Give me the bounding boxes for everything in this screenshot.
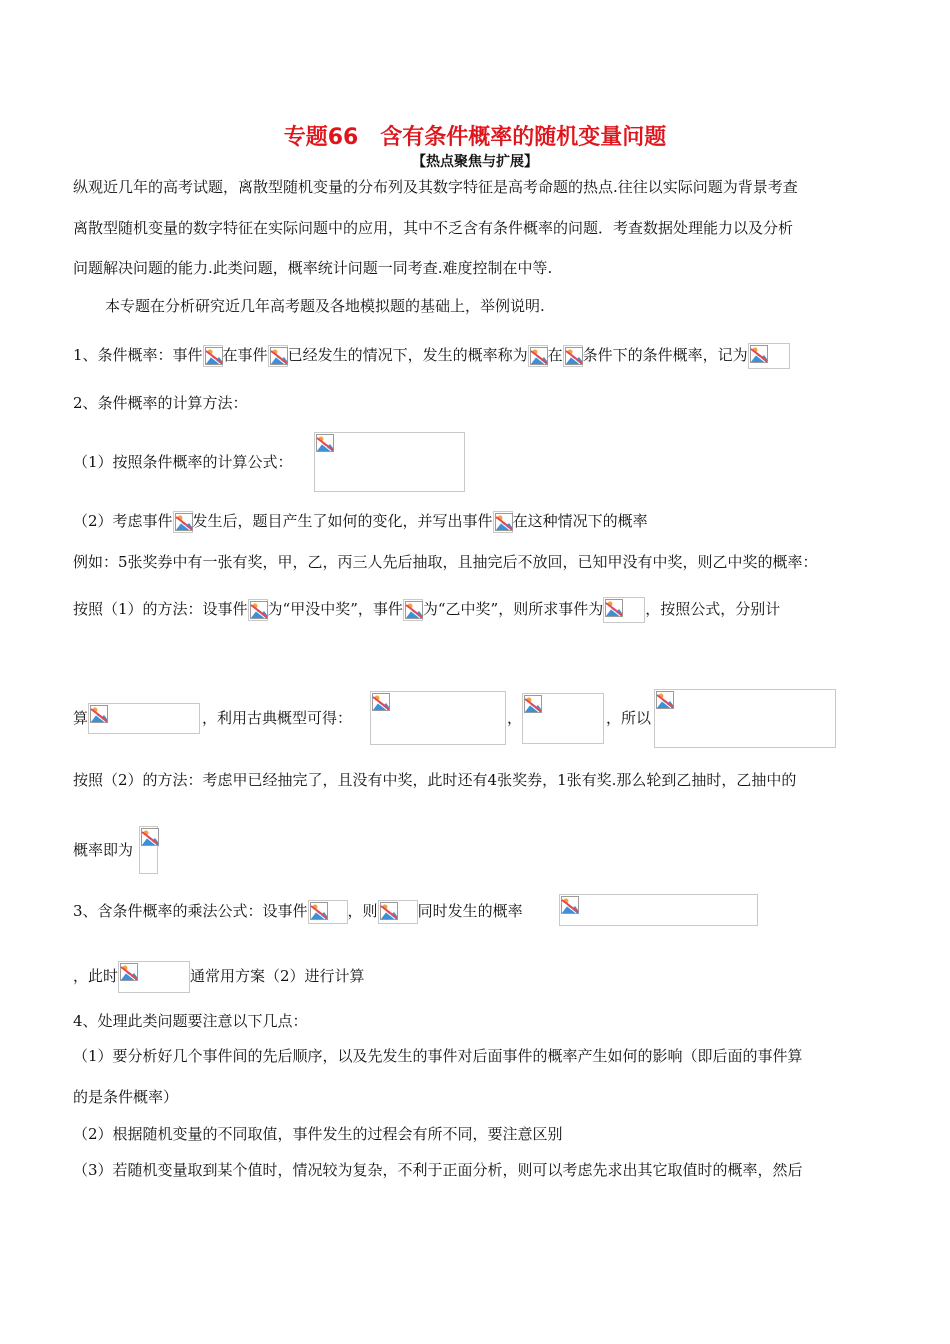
example-calc-so: ，所以 [606,709,652,727]
formula-image [403,599,423,621]
intro-line-2: 离散型随机变量的数字特征在实际问题中的应用，其中不乏含有条件概率的问题．考查数据处理能力以及分析 [73,219,794,237]
formula-image [118,961,190,993]
text: 通常用方案（2）进行计算 [190,967,365,985]
intro-line-4: 本专题在分析研究近几年高考题及各地模拟题的基础上，举例说明. [105,297,545,315]
text: 发生后，题目产生了如何的变化，并写出事件 [192,512,493,530]
intro-line-1: 纵观近几年的高考试题，离散型随机变量的分布列及其数字特征是高考命题的热点.往往以实际问题为背景考查 [73,178,798,196]
text: ，此时 [73,967,119,985]
method2-line [73,511,648,533]
example-line: 例如：5张奖券中有一张有奖，甲，乙，丙三人先后抽取，且抽完后不放回，已知甲没有中奖，则乙中奖的概率： [73,553,818,571]
example-method2-line: 按照（2）的方法：考虑甲已经抽完了，且没有中奖，此时还有4张奖券，1张有奖.那么轮到乙抽时，乙抽中的 [73,771,797,789]
formula-image [522,693,604,744]
broken-image-icon [175,513,193,531]
text: 在这种情况下的概率 [512,512,648,530]
text: 已经发生的情况下，发生的概率称为 [287,346,528,364]
section4-heading: 4、处理此类问题要注意以下几点： [73,1012,308,1030]
formula-image [248,599,268,621]
broken-image-icon [565,347,583,365]
section4-point-2: （2）根据随机变量的不同取值，事件发生的过程会有所不同，要注意区别 [73,1125,563,1143]
broken-image-icon [372,693,390,711]
formula-image [654,689,836,748]
text: （2）考虑事件 [73,512,173,530]
section4-point-1b: 的是条件概率） [73,1088,179,1106]
example-method1-line [73,597,780,623]
section3-line [73,900,523,924]
broken-image-icon [205,347,223,365]
section4-point-1a: （1）要分析好几个事件间的先后顺序，以及先发生的事件对后面事件的概率产生如何的影响（即后面的事件算 [73,1047,803,1065]
example-calc-start: 算 [73,709,89,727]
comma: ， [507,709,523,727]
broken-image-icon [316,434,334,452]
broken-image-icon [750,345,768,363]
page-title: 专题66 含有条件概率的随机变量问题 [283,125,667,150]
formula-image [173,511,193,533]
section3-line-2 [73,961,365,993]
broken-image-icon [310,902,328,920]
broken-image-icon [530,347,548,365]
text: 条件下的条件概率，记为 [582,346,748,364]
formula-image [528,345,548,367]
broken-image-icon [250,601,268,619]
section2-heading: 2、条件概率的计算方法： [73,394,248,412]
broken-image-icon [495,513,513,531]
method1-label: （1）按照条件概率的计算公式： [73,453,293,471]
broken-image-icon [561,896,579,914]
text: 为“乙中奖”，则所求事件为 [422,600,604,618]
text: 3、含条件概率的乘法公式：设事件 [73,902,308,920]
example-method2-result: 概率即为 [73,841,134,859]
formula-image [563,345,583,367]
text: 在事件 [222,346,268,364]
formula-image [603,597,645,623]
section1-line [73,343,790,369]
broken-image-icon [120,963,138,981]
formula-image [314,432,465,492]
broken-image-icon [405,601,423,619]
text: 按照（1）的方法：设事件 [73,600,248,618]
formula-image [268,345,288,367]
intro-line-3: 问题解决问题的能力.此类问题，概率统计问题一同考查.难度控制在中等. [73,259,553,277]
formula-image [748,343,790,369]
text: ，按照公式，分别计 [645,600,781,618]
text: 在 [547,346,563,364]
formula-image [88,703,200,734]
broken-image-icon [605,599,623,617]
formula-image [139,826,158,874]
broken-image-icon [90,705,108,723]
broken-image-icon [270,347,288,365]
formula-image [308,900,348,924]
formula-image [378,900,418,924]
text: ，则 [347,902,378,920]
broken-image-icon [656,691,674,709]
formula-image [559,894,758,926]
example-calc-text: ，利用古典概型可得： [202,709,353,727]
broken-image-icon [141,828,159,846]
section4-point-3: （3）若随机变量取到某个值时，情况较为复杂，不利于正面分析，则可以考虑先求出其它取值时的概率，然后 [73,1161,803,1179]
formula-image [370,691,506,745]
text: 为“甲没中奖”，事件 [267,600,403,618]
text: 1、条件概率：事件 [73,346,203,364]
section-subtitle: 【热点聚焦与扩展】 [412,154,538,170]
broken-image-icon [524,695,542,713]
formula-image [493,511,513,533]
formula-image [203,345,223,367]
text: 同时发生的概率 [417,902,523,920]
broken-image-icon [380,902,398,920]
